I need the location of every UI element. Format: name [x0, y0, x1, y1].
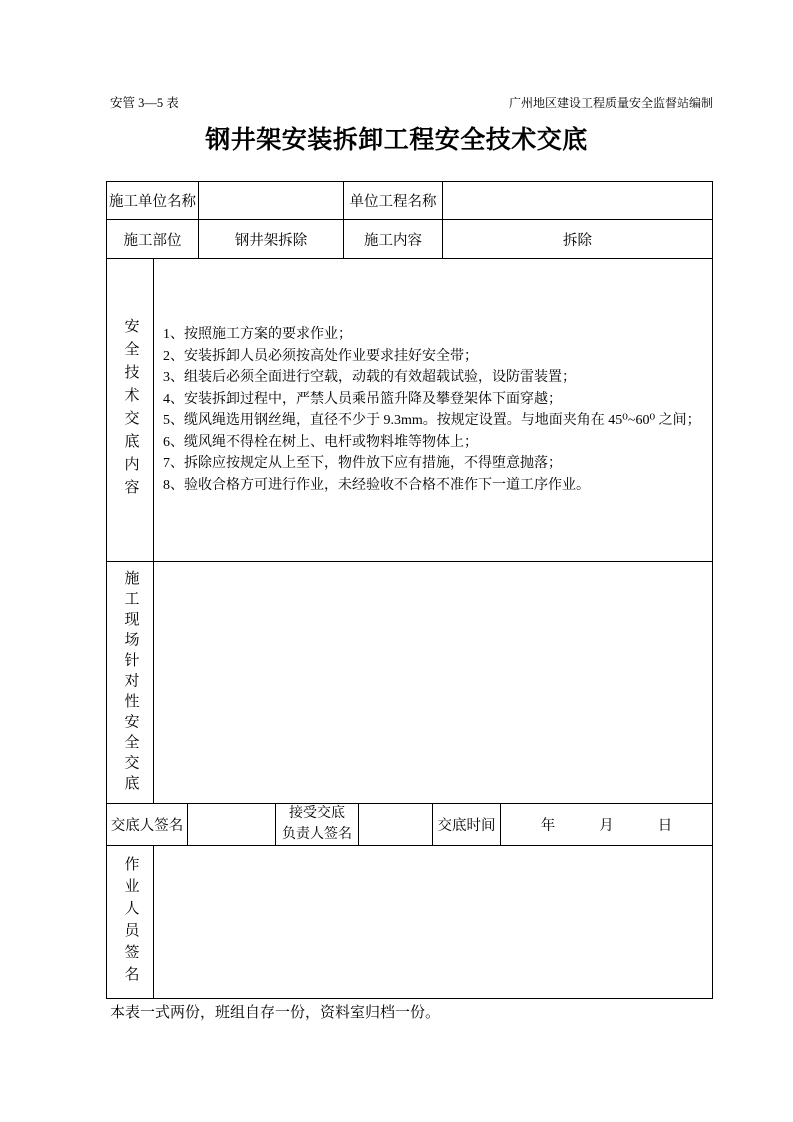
clause-item: 5、缆风绳选用钢丝绳，直径不少于 9.3mm。按规定设置。与地面夹角在 45⁰~60⁰ 之间；	[163, 413, 701, 428]
construction-unit-value	[199, 182, 344, 219]
receiver-signature-value	[359, 804, 433, 845]
disclosure-content-label: 安全技术交底内容	[122, 318, 139, 502]
row-unit-names	[107, 182, 712, 220]
site-specific-label: 施工现场针对性安全交底	[122, 569, 139, 796]
clause-item: 8、验收合格方可进行作业，未经验收不合格不准作下一道工序作业。	[163, 477, 590, 493]
unit-project-label: 单位工程名称	[344, 182, 443, 219]
clause-item: 3、组装后必须全面进行空载，动载的有效超载试验，设防雷装置；	[163, 370, 576, 385]
issuing-authority: 广州地区建设工程质量安全监督站编制	[508, 96, 713, 110]
row-disclosure-content	[107, 259, 712, 562]
receiver-label-line1: 接受交底	[289, 806, 345, 822]
worker-signatures-content-cell	[154, 846, 712, 998]
row-worker-signatures	[107, 846, 712, 998]
footnote: 本表一式两份，班组自存一份，资料室归档一份。	[110, 1005, 441, 1021]
day-label: 日	[657, 818, 673, 834]
clause-item: 1、按照施工方案的要求作业；	[163, 327, 352, 342]
disclosure-form-table	[106, 181, 713, 999]
receiver-label-line2: 负责人签名	[282, 826, 352, 842]
construction-part-label: 施工部位	[107, 220, 199, 258]
disclosure-date-cell	[501, 804, 712, 845]
discloser-signature-value	[188, 804, 276, 845]
receiver-signature-label	[276, 804, 359, 845]
clause-item: 7、拆除应按规定从上至下，物件放下应有措施，不得堕意抛落；	[163, 456, 562, 471]
disclosure-content-cell	[154, 259, 712, 561]
worker-signatures-label-cell	[107, 846, 154, 998]
disclosure-content-label-cell	[107, 259, 154, 561]
construction-content-label: 施工内容	[344, 220, 443, 258]
row-part-content	[107, 220, 712, 259]
unit-project-value	[443, 182, 712, 219]
page-title: 钢井架安装拆卸工程安全技术交底	[205, 127, 588, 154]
year-label: 年	[540, 818, 556, 834]
clause-list	[154, 324, 707, 496]
construction-part-value: 钢井架拆除	[199, 220, 344, 258]
site-specific-content-cell	[154, 562, 712, 803]
receiver-signature-label-text	[282, 804, 352, 845]
discloser-signature-label: 交底人签名	[107, 804, 188, 845]
clause-item: 2、安装拆卸人员必须按高处作业要求挂好安全带；	[163, 348, 478, 364]
worker-signatures-label: 作业人员签名	[122, 856, 139, 988]
disclosure-time-label: 交底时间	[433, 804, 501, 845]
site-specific-label-cell	[107, 562, 154, 803]
row-site-specific	[107, 562, 712, 804]
construction-unit-label: 施工单位名称	[107, 182, 199, 219]
month-label: 月	[599, 818, 614, 834]
row-signatures	[107, 804, 712, 846]
construction-content-value: 拆除	[563, 232, 592, 249]
form-code: 安管 3—5 表	[110, 96, 179, 110]
clause-item: 6、缆风绳不得栓在树上、电杆或物料堆等物体上；	[163, 434, 478, 450]
clause-item: 4、安装拆卸过程中，严禁人员乘吊篮升降及攀登架体下面穿越；	[163, 391, 562, 407]
